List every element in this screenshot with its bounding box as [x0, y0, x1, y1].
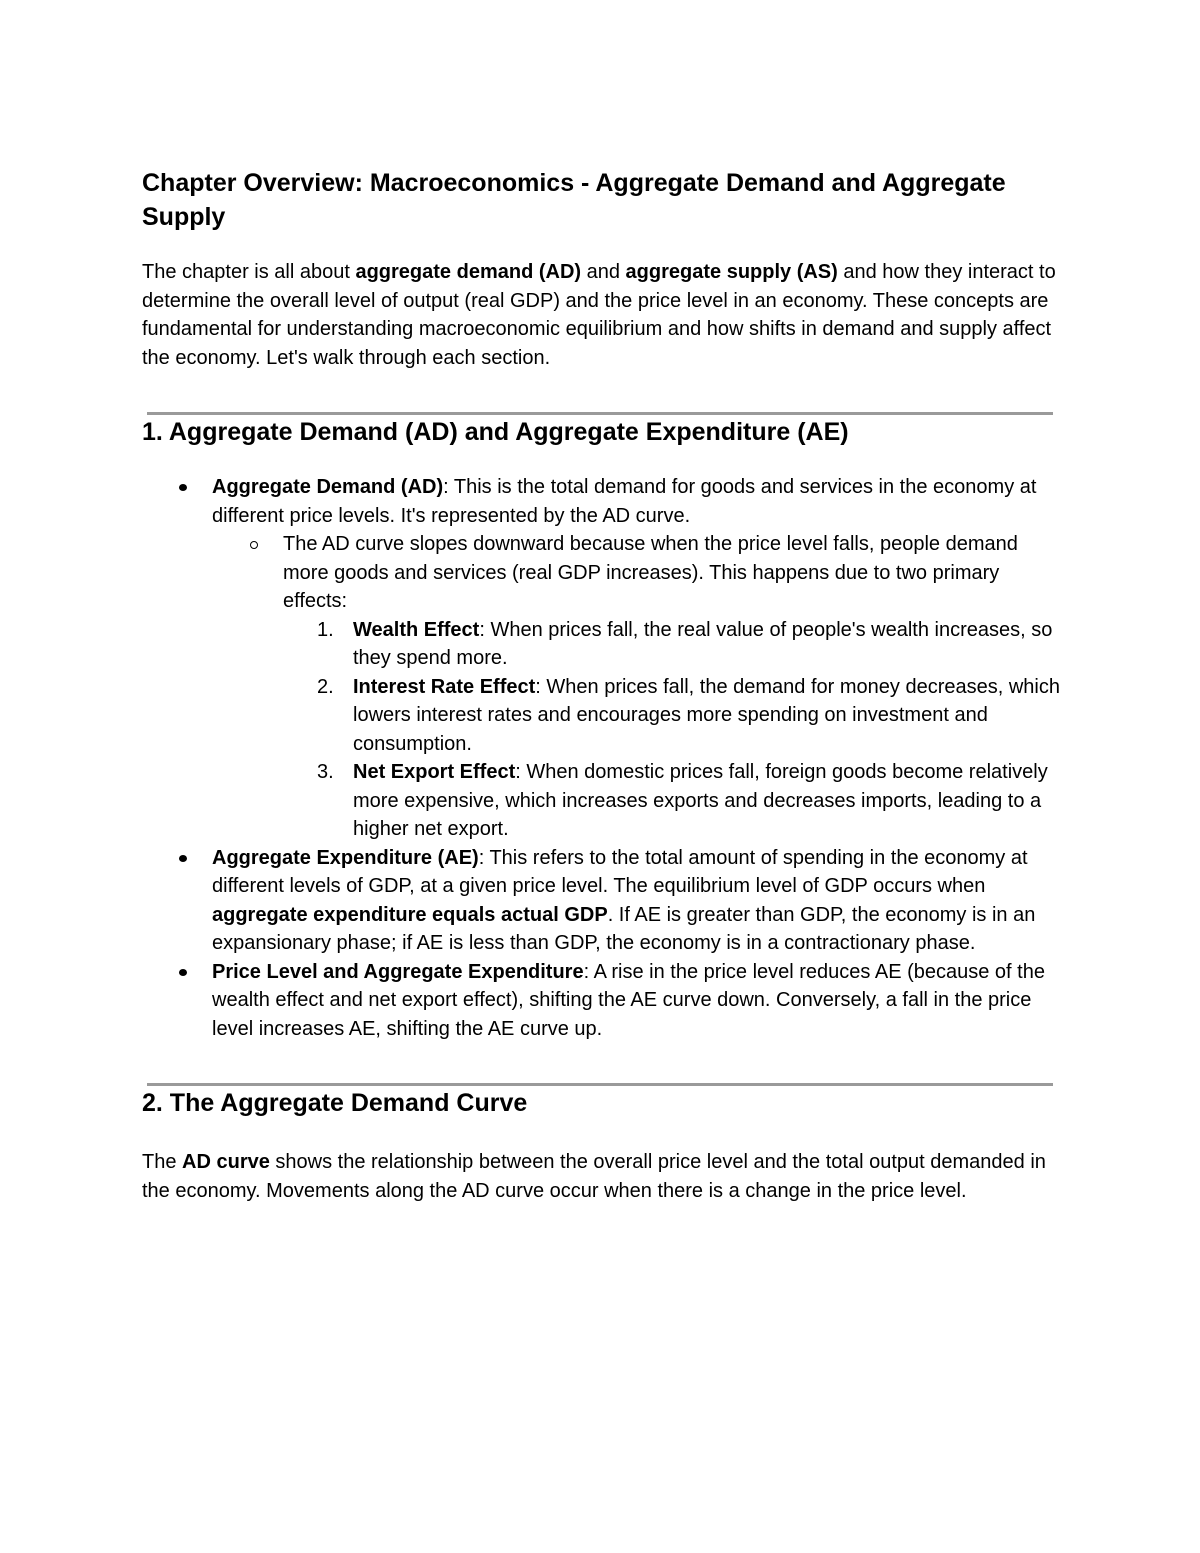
section-1-heading: 1. Aggregate Demand (AD) and Aggregate Expenditure (AE)	[142, 418, 849, 446]
sub-bullet-ad-curve	[212, 530, 1062, 844]
term-price-level: Price Level and Aggregate Expenditure	[212, 960, 584, 983]
section-2-heading: 2. The Aggregate Demand Curve	[142, 1089, 528, 1117]
effect-text: : When prices fall, the real value of people's wealth increases, so they spend more.	[353, 618, 1053, 669]
section-1-bullet-list	[142, 473, 1062, 1043]
bullet-dot-icon	[179, 969, 187, 976]
effect-term: Wealth Effect	[353, 618, 480, 641]
ae-text-2: . If AE is greater than GDP, the economy is in an expansionary phase; if AE is less than GDP, the economy is in a contractionary phase.	[212, 903, 1036, 954]
document-title: Chapter Overview: Macroeconomics - Aggregate Demand and Aggregate Supply	[142, 169, 1006, 231]
hollow-circle-icon	[250, 541, 258, 549]
intro-bold-ad: aggregate demand (AD)	[355, 261, 582, 283]
intro-text-1: The chapter is all about	[142, 261, 356, 283]
bullet-aggregate-expenditure	[142, 844, 1062, 958]
effect-item-net-export	[283, 758, 1062, 844]
intro-text-3: and how they interact to determine the overall level of output (real GDP) and the price level in an economy. These concepts are fundamental for understanding macroeconomic equilibrium and how shifts in demand and supply affect the economy. Let's walk through each section.	[142, 261, 1056, 369]
s2-text-1: The	[142, 1151, 183, 1173]
intro-text-2: and	[581, 261, 626, 283]
term-aggregate-expenditure: Aggregate Expenditure (AE)	[212, 846, 479, 869]
bullet-aggregate-demand	[142, 473, 1062, 844]
intro-bold-as: aggregate supply (AS)	[625, 261, 838, 283]
sub-bullet-list	[212, 530, 1062, 844]
ad-curve-text: The AD curve slopes downward because when the price level falls, people demand more goods and services (real GDP increases). This happens due to two primary effects:	[283, 533, 1018, 612]
s2-bold-ad-curve: AD curve	[182, 1151, 270, 1173]
intro-paragraph	[142, 258, 1062, 372]
list-number: 1.	[317, 618, 334, 641]
effects-numbered-list	[283, 616, 1062, 844]
effect-item-wealth	[283, 616, 1062, 673]
effect-text: : When domestic prices fall, foreign goods become relatively more expensive, which increases exports and decreases imports, leading to a higher net export.	[353, 761, 1048, 840]
effect-term: Interest Rate Effect	[353, 675, 536, 698]
section-2-paragraph	[142, 1148, 1062, 1205]
term-aggregate-demand: Aggregate Demand (AD)	[212, 476, 444, 498]
s2-text-2: shows the relationship between the overall price level and the total output demanded in the economy. Movements along the AD curve occur when there is a change in the price level.	[142, 1151, 1046, 1202]
list-number: 2.	[317, 675, 334, 698]
list-number: 3.	[317, 761, 334, 783]
aggregate-demand-text: : This is the total demand for goods and services in the economy at different price levels. It's represented by the AD curve.	[212, 476, 1037, 527]
bullet-dot-icon	[179, 484, 187, 491]
bullet-dot-icon	[179, 855, 187, 862]
effect-term: Net Export Effect	[353, 761, 516, 783]
bullet-price-level	[142, 958, 1062, 1044]
ae-text-1: : This refers to the total amount of spending in the economy at different levels of GDP, at a given price level. The equilibrium level of GDP occurs when	[212, 846, 1028, 897]
document-page	[142, 166, 1062, 1205]
ae-bold-equilibrium: aggregate expenditure equals actual GDP	[212, 903, 608, 926]
effect-item-interest-rate	[283, 673, 1062, 759]
effect-text: : When prices fall, the demand for money decreases, which lowers interest rates and encourages more spending on investment and consumption.	[353, 675, 1060, 755]
price-level-text: : A rise in the price level reduces AE (because of the wealth effect and net export effect), shifting the AE curve down. Conversely, a fall in the price level increases AE, shifting the AE curve up.	[212, 960, 1045, 1040]
